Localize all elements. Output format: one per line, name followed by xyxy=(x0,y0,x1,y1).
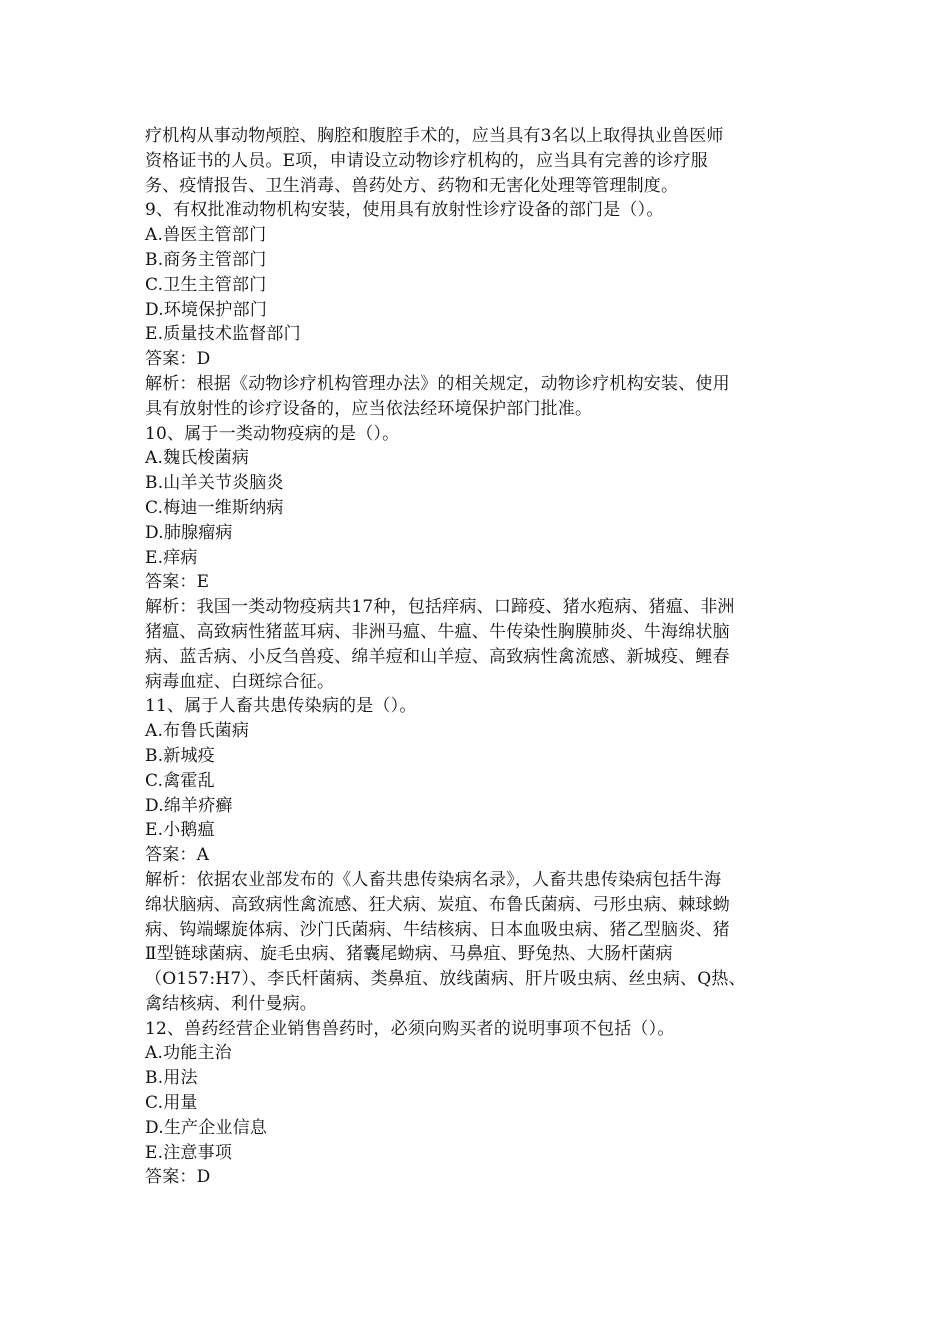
option-c: C.梅迪一维斯纳病 xyxy=(145,497,284,518)
option-b: B.山羊关节炎脑炎 xyxy=(145,473,284,494)
option-b: B.新城疫 xyxy=(145,745,215,766)
question-10: 10、属于一类动物疫病的是（）。 xyxy=(145,423,400,444)
option-d: D.肺腺瘤病 xyxy=(145,522,233,543)
option-a: A.功能主治 xyxy=(145,1043,232,1064)
explanation: 解析：依据农业部发布的《人畜共患传染病名录》，人畜共患传染病包括牛海 xyxy=(145,869,722,890)
option-e: E.注意事项 xyxy=(145,1142,233,1163)
explanation: 病毒血症、白斑综合征。 xyxy=(145,671,335,692)
option-c: C.卫生主管部门 xyxy=(145,274,267,295)
option-b: B.商务主管部门 xyxy=(145,249,267,270)
option-c: C.用量 xyxy=(145,1093,198,1114)
answer: 答案：D xyxy=(145,349,211,370)
answer: 答案：D xyxy=(145,1167,211,1188)
question-12: 12、兽药经营企业销售兽药时，必须向购买者的说明事项不包括（）。 xyxy=(145,1018,675,1039)
explanation: 病、钩端螺旋体病、沙门氏菌病、牛结核病、日本血吸虫病、猪乙型脑炎、猪 xyxy=(145,919,730,940)
option-c: C.禽霍乱 xyxy=(145,770,215,791)
option-a: A.魏氏梭菌病 xyxy=(145,448,250,469)
explanation: 解析：根据《动物诊疗机构管理办法》的相关规定，动物诊疗机构安装、使用 xyxy=(145,373,730,394)
option-a: A.布鲁氏菌病 xyxy=(145,721,250,742)
text-line: 疗机构从事动物颅腔、胸腔和腹腔手术的，应当具有3名以上取得执业兽医师 xyxy=(145,126,724,146)
option-b: B.用法 xyxy=(145,1068,198,1089)
text-line: 务、疫情报告、卫生消毒、兽药处方、药物和无害化处理等管理制度。 xyxy=(145,175,679,196)
explanation: 病、蓝舌病、小反刍兽疫、绵羊痘和山羊痘、高致病性禽流感、新城疫、鲤春 xyxy=(145,646,730,667)
answer: 答案：A xyxy=(145,845,210,866)
explanation: 猪瘟、高致病性猪蓝耳病、非洲马瘟、牛瘟、牛传染性胸膜肺炎、牛海绵状脑 xyxy=(145,621,730,642)
explanation: 解析：我国一类动物疫病共17种，包括痒病、口蹄疫、猪水疱病、猪瘟、非洲 xyxy=(145,597,735,618)
explanation: 禽结核病、利什曼病。 xyxy=(145,993,317,1014)
question-9: 9、有权批准动物机构安装，使用具有放射性诊疗设备的部门是（）。 xyxy=(145,200,664,221)
explanation: Ⅱ型链球菌病、旋毛虫病、猪囊尾蚴病、马鼻疽、野兔热、大肠杆菌病 xyxy=(145,944,673,965)
option-e: E.痒病 xyxy=(145,547,198,568)
option-d: D.生产企业信息 xyxy=(145,1117,268,1138)
option-d: D.环境保护部门 xyxy=(145,299,268,320)
option-e: E.小鹅瘟 xyxy=(145,820,215,841)
answer: 答案：E xyxy=(145,572,210,593)
document-body xyxy=(145,124,810,1190)
explanation: （O157:H7）、李氏杆菌病、类鼻疽、放线菌病、肝片吸虫病、丝虫病、Q热、 xyxy=(145,969,746,990)
explanation: 具有放射性的诊疗设备的，应当依法经环境保护部门批准。 xyxy=(145,398,593,419)
option-a: A.兽医主管部门 xyxy=(145,225,267,246)
question-11: 11、属于人畜共患传染病的是（）。 xyxy=(145,696,417,717)
explanation: 绵状脑病、高致病性禽流感、狂犬病、炭疽、布鲁氏菌病、弓形虫病、棘球蚴 xyxy=(145,894,730,915)
option-d: D.绵羊疥癣 xyxy=(145,795,233,816)
option-e: E.质量技术监督部门 xyxy=(145,324,301,345)
text-line: 资格证书的人员。E项，申请设立动物诊疗机构的，应当具有完善的诊疗服 xyxy=(145,150,709,171)
